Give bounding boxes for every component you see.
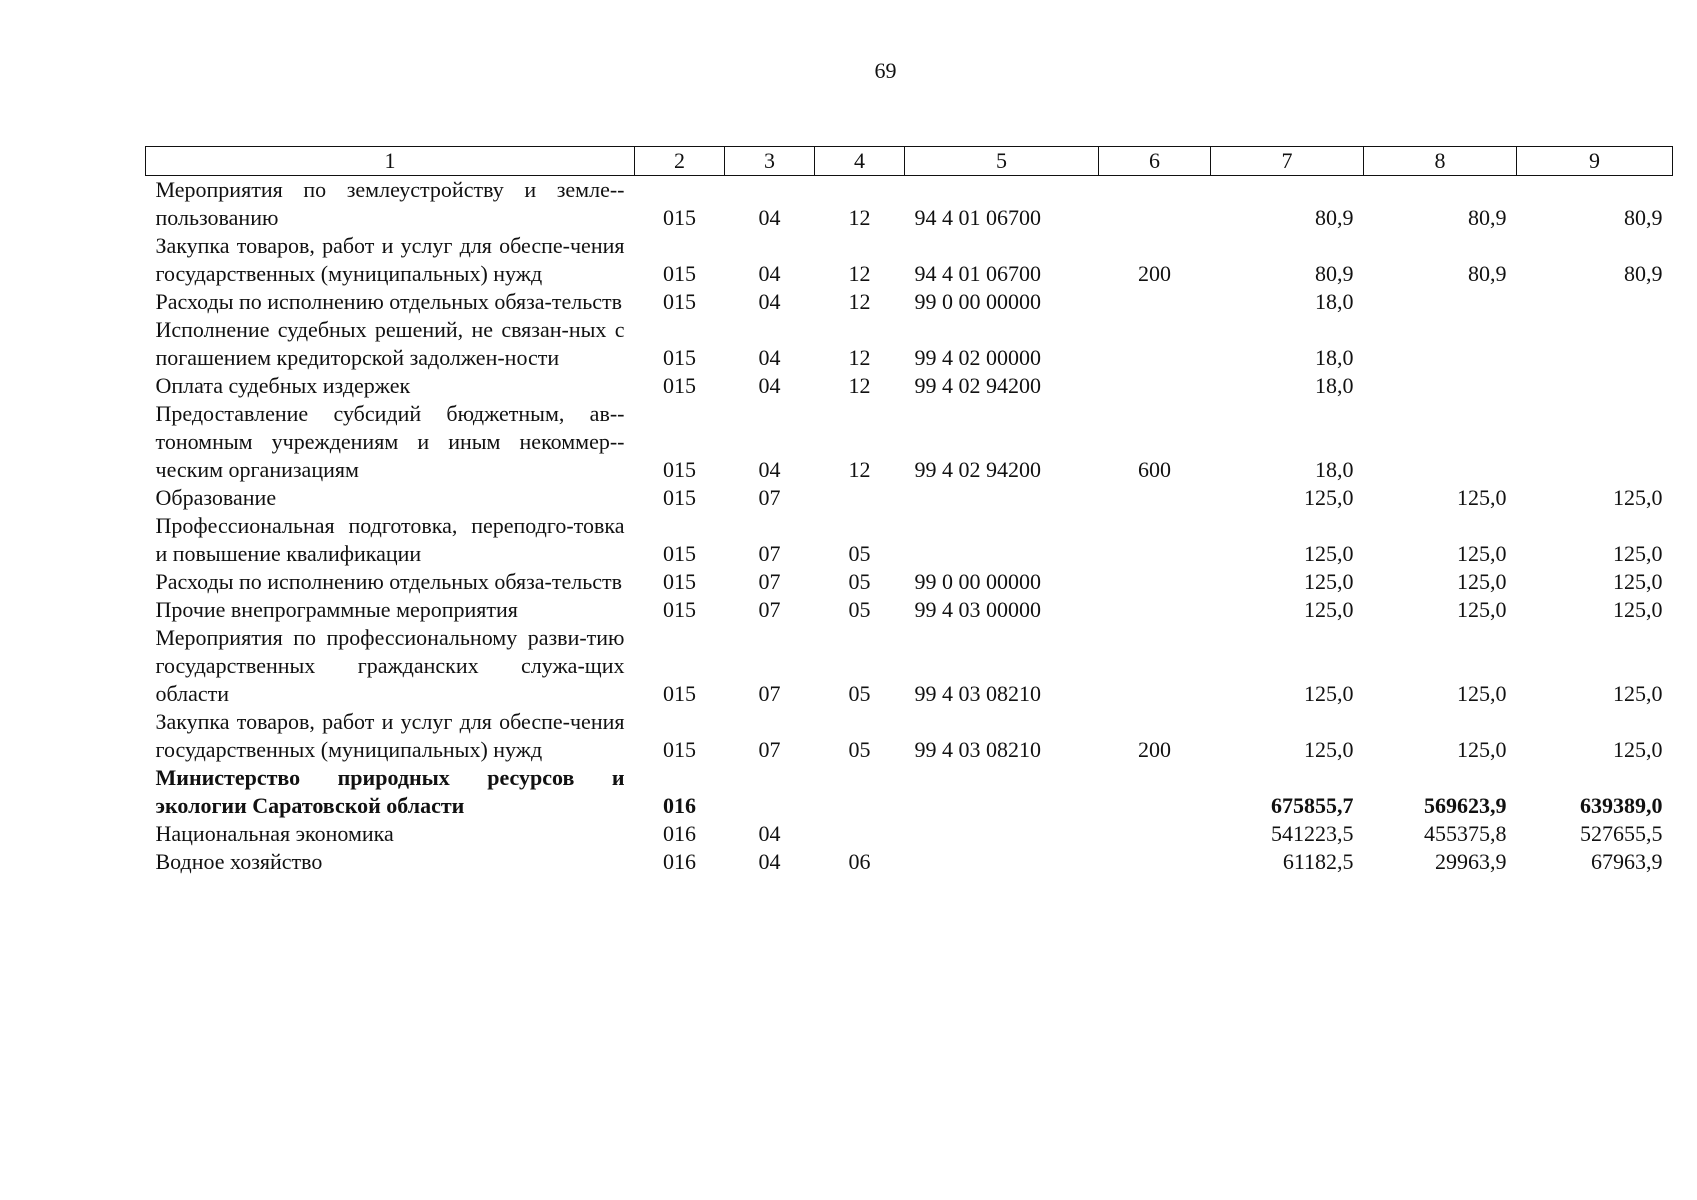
row-amount-col8: 125,0 — [1457, 737, 1507, 762]
row-section-code: 07 — [758, 485, 781, 510]
row-amount-col7: 80,9 — [1315, 261, 1354, 286]
row-amount-col9: 125,0 — [1613, 737, 1663, 762]
row-target-article — [905, 764, 1099, 820]
row-amount-col8: 80,9 — [1468, 205, 1507, 230]
row-section-code: 04 — [758, 821, 781, 846]
row-section-code: 04 — [758, 345, 781, 370]
row-expense-type — [1099, 820, 1211, 848]
row-subsection-code — [815, 764, 905, 820]
row-ministry-code: 015 — [663, 485, 696, 510]
table-row — [146, 624, 1673, 708]
row-target-article — [905, 848, 1099, 876]
row-amount-col7: 125,0 — [1304, 737, 1354, 762]
row-section-code: 04 — [758, 457, 781, 482]
row-target-article: 99 4 02 94200 — [914, 373, 1041, 398]
header-col-2: 2 — [635, 147, 725, 176]
row-expense-type — [1099, 512, 1211, 568]
table-row — [146, 596, 1673, 624]
table-row — [146, 820, 1673, 848]
table-row — [146, 288, 1673, 316]
row-subsection-code: 12 — [848, 289, 871, 314]
row-target-article: 99 0 00 00000 — [914, 289, 1041, 314]
header-col-9: 9 — [1517, 147, 1673, 176]
row-subsection-code: 12 — [848, 261, 871, 286]
row-amount-col7: 18,0 — [1315, 345, 1354, 370]
row-amount-col8: 125,0 — [1457, 597, 1507, 622]
row-ministry-code: 016 — [663, 849, 696, 874]
row-expense-type — [1099, 176, 1211, 233]
table-row — [146, 232, 1673, 288]
row-section-code: 07 — [758, 681, 781, 706]
row-expense-type: 200 — [1138, 261, 1171, 286]
row-subsection-code: 05 — [848, 597, 871, 622]
header-col-6: 6 — [1099, 147, 1211, 176]
row-target-article: 99 4 03 08210 — [914, 681, 1041, 706]
row-amount-col7: 125,0 — [1304, 541, 1354, 566]
row-amount-col8 — [1364, 316, 1517, 372]
row-ministry-code: 015 — [663, 681, 696, 706]
row-section-code: 07 — [758, 737, 781, 762]
row-amount-col9: 527655,5 — [1580, 821, 1663, 846]
row-ministry-code: 015 — [663, 457, 696, 482]
row-ministry-code: 015 — [663, 597, 696, 622]
header-col-1: 1 — [146, 147, 635, 176]
budget-table — [145, 146, 1673, 876]
row-subsection-code: 05 — [848, 737, 871, 762]
row-amount-col7: 125,0 — [1304, 597, 1354, 622]
row-target-article: 99 4 03 00000 — [914, 597, 1041, 622]
row-ministry-code: 015 — [663, 737, 696, 762]
row-subsection-code: 12 — [848, 205, 871, 230]
row-amount-col8: 455375,8 — [1424, 821, 1507, 846]
row-target-article — [905, 484, 1099, 512]
row-section-code: 04 — [758, 373, 781, 398]
row-amount-col9 — [1517, 400, 1673, 484]
row-section-code: 04 — [758, 849, 781, 874]
row-name: Водное хозяйство — [155, 849, 323, 874]
row-expense-type — [1099, 764, 1211, 820]
table-row — [146, 316, 1673, 372]
row-expense-type — [1099, 624, 1211, 708]
row-section-code: 04 — [758, 261, 781, 286]
row-amount-col7: 18,0 — [1315, 457, 1354, 482]
row-name: Образование — [155, 485, 277, 510]
table-row — [146, 764, 1673, 820]
row-amount-col9: 67963,9 — [1591, 849, 1663, 874]
table-row — [146, 848, 1673, 876]
row-amount-col7: 541223,5 — [1271, 821, 1354, 846]
row-subsection-code — [815, 484, 905, 512]
row-amount-col7: 125,0 — [1304, 569, 1354, 594]
row-amount-col7: 18,0 — [1315, 373, 1354, 398]
row-amount-col9: 125,0 — [1613, 485, 1663, 510]
row-section-code: 07 — [758, 569, 781, 594]
row-amount-col9: 125,0 — [1613, 597, 1663, 622]
row-ministry-code: 015 — [663, 261, 696, 286]
row-subsection-code: 05 — [848, 541, 871, 566]
row-ministry-code: 016 — [663, 821, 696, 846]
row-expense-type — [1099, 288, 1211, 316]
row-name: Предоставление субсидий бюджетным, ав-тономным учреждениям и иным некоммер-ческим организациям — [155, 401, 625, 482]
row-amount-col8: 125,0 — [1457, 569, 1507, 594]
row-ministry-code: 015 — [663, 345, 696, 370]
row-target-article: 99 4 02 00000 — [914, 345, 1041, 370]
table-row — [146, 708, 1673, 764]
row-amount-col9: 639389,0 — [1580, 793, 1663, 818]
table-row — [146, 400, 1673, 484]
row-amount-col9: 80,9 — [1624, 205, 1663, 230]
row-amount-col7: 80,9 — [1315, 205, 1354, 230]
row-ministry-code: 016 — [663, 793, 696, 818]
row-amount-col8: 80,9 — [1468, 261, 1507, 286]
row-name: Мероприятия по профессиональному разви-тию государственных гражданских служа-щих области — [155, 625, 625, 706]
row-subsection-code: 05 — [848, 681, 871, 706]
row-subsection-code: 12 — [848, 373, 871, 398]
table-row — [146, 372, 1673, 400]
row-target-article — [905, 512, 1099, 568]
row-amount-col8: 125,0 — [1457, 541, 1507, 566]
row-amount-col9: 125,0 — [1613, 569, 1663, 594]
table-row — [146, 568, 1673, 596]
row-expense-type — [1099, 484, 1211, 512]
row-ministry-code: 015 — [663, 373, 696, 398]
header-row — [146, 147, 1673, 176]
row-amount-col7: 125,0 — [1304, 485, 1354, 510]
row-amount-col8 — [1364, 288, 1517, 316]
row-amount-col8 — [1364, 400, 1517, 484]
header-col-4: 4 — [815, 147, 905, 176]
row-ministry-code: 015 — [663, 541, 696, 566]
row-amount-col7: 675855,7 — [1271, 793, 1354, 818]
row-amount-col7: 125,0 — [1304, 681, 1354, 706]
row-name: Расходы по исполнению отдельных обяза-тельств — [155, 569, 623, 594]
row-expense-type: 600 — [1138, 457, 1171, 482]
table-header — [146, 147, 1673, 176]
row-expense-type — [1099, 848, 1211, 876]
row-ministry-code: 015 — [663, 205, 696, 230]
page-number: 69 — [874, 58, 897, 83]
row-amount-col8: 569623,9 — [1424, 793, 1507, 818]
row-expense-type — [1099, 372, 1211, 400]
row-section-code — [725, 764, 815, 820]
row-amount-col8: 125,0 — [1457, 485, 1507, 510]
table-row — [146, 484, 1673, 512]
row-name: Министерство природных ресурсов и экологии Саратовской области — [155, 765, 625, 818]
row-subsection-code: 12 — [848, 345, 871, 370]
table-body — [146, 176, 1673, 877]
row-amount-col8: 29963,9 — [1435, 849, 1507, 874]
row-expense-type — [1099, 596, 1211, 624]
row-expense-type: 200 — [1138, 737, 1171, 762]
row-name: Мероприятия по землеустройству и земле-пользованию — [155, 177, 625, 230]
row-name: Прочие внепрограммные мероприятия — [155, 597, 518, 622]
header-col-3: 3 — [725, 147, 815, 176]
row-amount-col9: 80,9 — [1624, 261, 1663, 286]
row-target-article: 99 0 00 00000 — [914, 569, 1041, 594]
row-name: Национальная экономика — [155, 821, 394, 846]
table-row — [146, 176, 1673, 233]
row-subsection-code: 12 — [848, 457, 871, 482]
row-expense-type — [1099, 568, 1211, 596]
row-amount-col9 — [1517, 316, 1673, 372]
row-section-code: 07 — [758, 597, 781, 622]
header-col-7: 7 — [1211, 147, 1364, 176]
row-amount-col9: 125,0 — [1613, 541, 1663, 566]
row-target-article: 94 4 01 06700 — [914, 205, 1041, 230]
row-section-code: 04 — [758, 289, 781, 314]
row-amount-col9 — [1517, 288, 1673, 316]
row-ministry-code: 015 — [663, 289, 696, 314]
row-name: Закупка товаров, работ и услуг для обеспе-чения государственных (муниципальных) нужд — [155, 233, 625, 286]
row-ministry-code: 015 — [663, 569, 696, 594]
row-subsection-code: 06 — [848, 849, 871, 874]
row-amount-col7: 61182,5 — [1282, 849, 1354, 874]
row-name: Профессиональная подготовка, переподго-товка и повышение квалификации — [155, 513, 625, 566]
row-name: Закупка товаров, работ и услуг для обеспе-чения государственных (муниципальных) нужд — [155, 709, 625, 762]
row-name: Оплата судебных издержек — [155, 373, 411, 398]
row-amount-col9 — [1517, 372, 1673, 400]
header-col-5: 5 — [905, 147, 1099, 176]
row-subsection-code: 05 — [848, 569, 871, 594]
row-amount-col8 — [1364, 372, 1517, 400]
header-col-8: 8 — [1364, 147, 1517, 176]
row-target-article — [905, 820, 1099, 848]
row-amount-col7: 18,0 — [1315, 289, 1354, 314]
row-target-article: 99 4 03 08210 — [914, 737, 1041, 762]
table-row — [146, 512, 1673, 568]
row-section-code: 04 — [758, 205, 781, 230]
row-subsection-code — [815, 820, 905, 848]
row-amount-col9: 125,0 — [1613, 681, 1663, 706]
row-name: Исполнение судебных решений, не связан-ных с погашением кредиторской задолжен-ности — [155, 317, 625, 370]
row-amount-col8: 125,0 — [1457, 681, 1507, 706]
row-section-code: 07 — [758, 541, 781, 566]
row-name: Расходы по исполнению отдельных обяза-тельств — [155, 289, 623, 314]
row-target-article: 99 4 02 94200 — [914, 457, 1041, 482]
row-expense-type — [1099, 316, 1211, 372]
row-target-article: 94 4 01 06700 — [914, 261, 1041, 286]
